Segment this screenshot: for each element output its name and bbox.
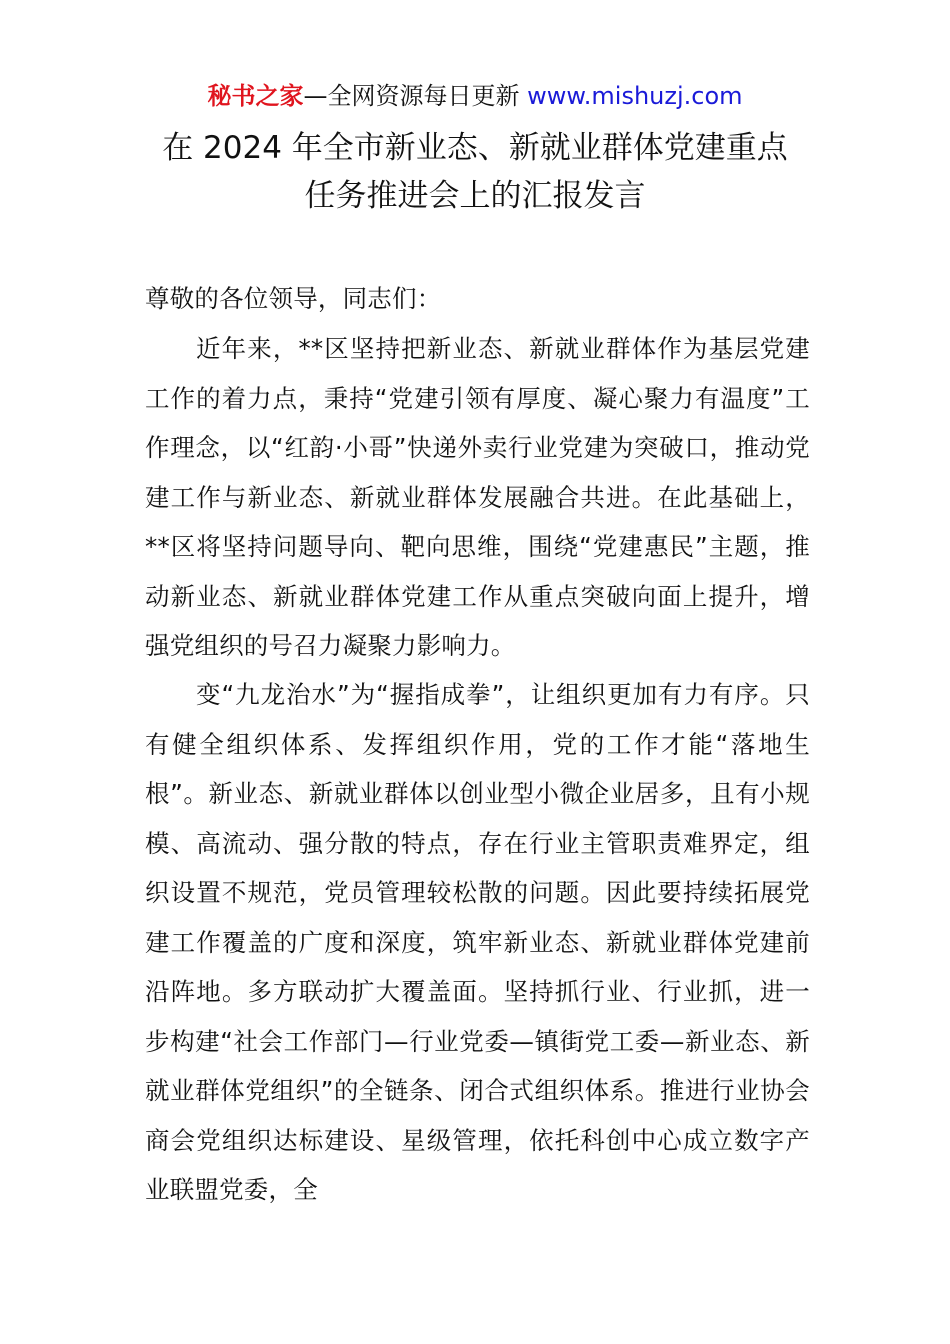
- site-url: www.mishuzj.com: [527, 82, 743, 110]
- brand-name: 秘书之家: [207, 82, 304, 110]
- document-title-line-2: 任务推进会上的汇报发言: [304, 178, 646, 214]
- site-header: [0, 80, 950, 112]
- salutation: 尊敬的各位领导，同志们：: [145, 284, 442, 313]
- document-title-line-1: 在 2024 年全市新业态、新就业群体党建重点: [162, 130, 788, 166]
- paragraph-1: 近年来，**区坚持把新业态、新就业群体作为基层党建工作的着力点，秉持“党建引领有厚度、凝心聚力有温度”工作理念，以“红韵·小哥”快递外卖行业党建为突破口，推动党建工作与新业态、新就业群体发展融合共进。在此基础上，**区将坚持问题导向、靶向思维，围绕“党建惠民”主题，推动新业态、新就业群体党建工作从重点突破向面上提升，增强党组织的号召力凝聚力影响力。: [145, 334, 810, 660]
- paragraph-2: 变“九龙治水”为“握指成拳”，让组织更加有力有序。只有健全组织体系、发挥组织作用，党的工作才能“落地生根”。新业态、新就业群体以创业型小微企业居多，且有小规模、高流动、强分散的特点，存在行业主管职责难界定，组织设置不规范，党员管理较松散的问题。因此要持续拓展党建工作覆盖的广度和深度，筑牢新业态、新就业群体党建前沿阵地。多方联动扩大覆盖面。坚持抓行业、行业抓，进一步构建“社会工作部门—行业党委—镇街党工委—新业态、新就业群体党组织”的全链条、闭合式组织体系。推进行业协会商会党组织达标建设、星级管理，依托科创中心成立数字产业联盟党委，全: [145, 680, 810, 1204]
- header-tagline: —全网资源每日更新: [303, 82, 528, 110]
